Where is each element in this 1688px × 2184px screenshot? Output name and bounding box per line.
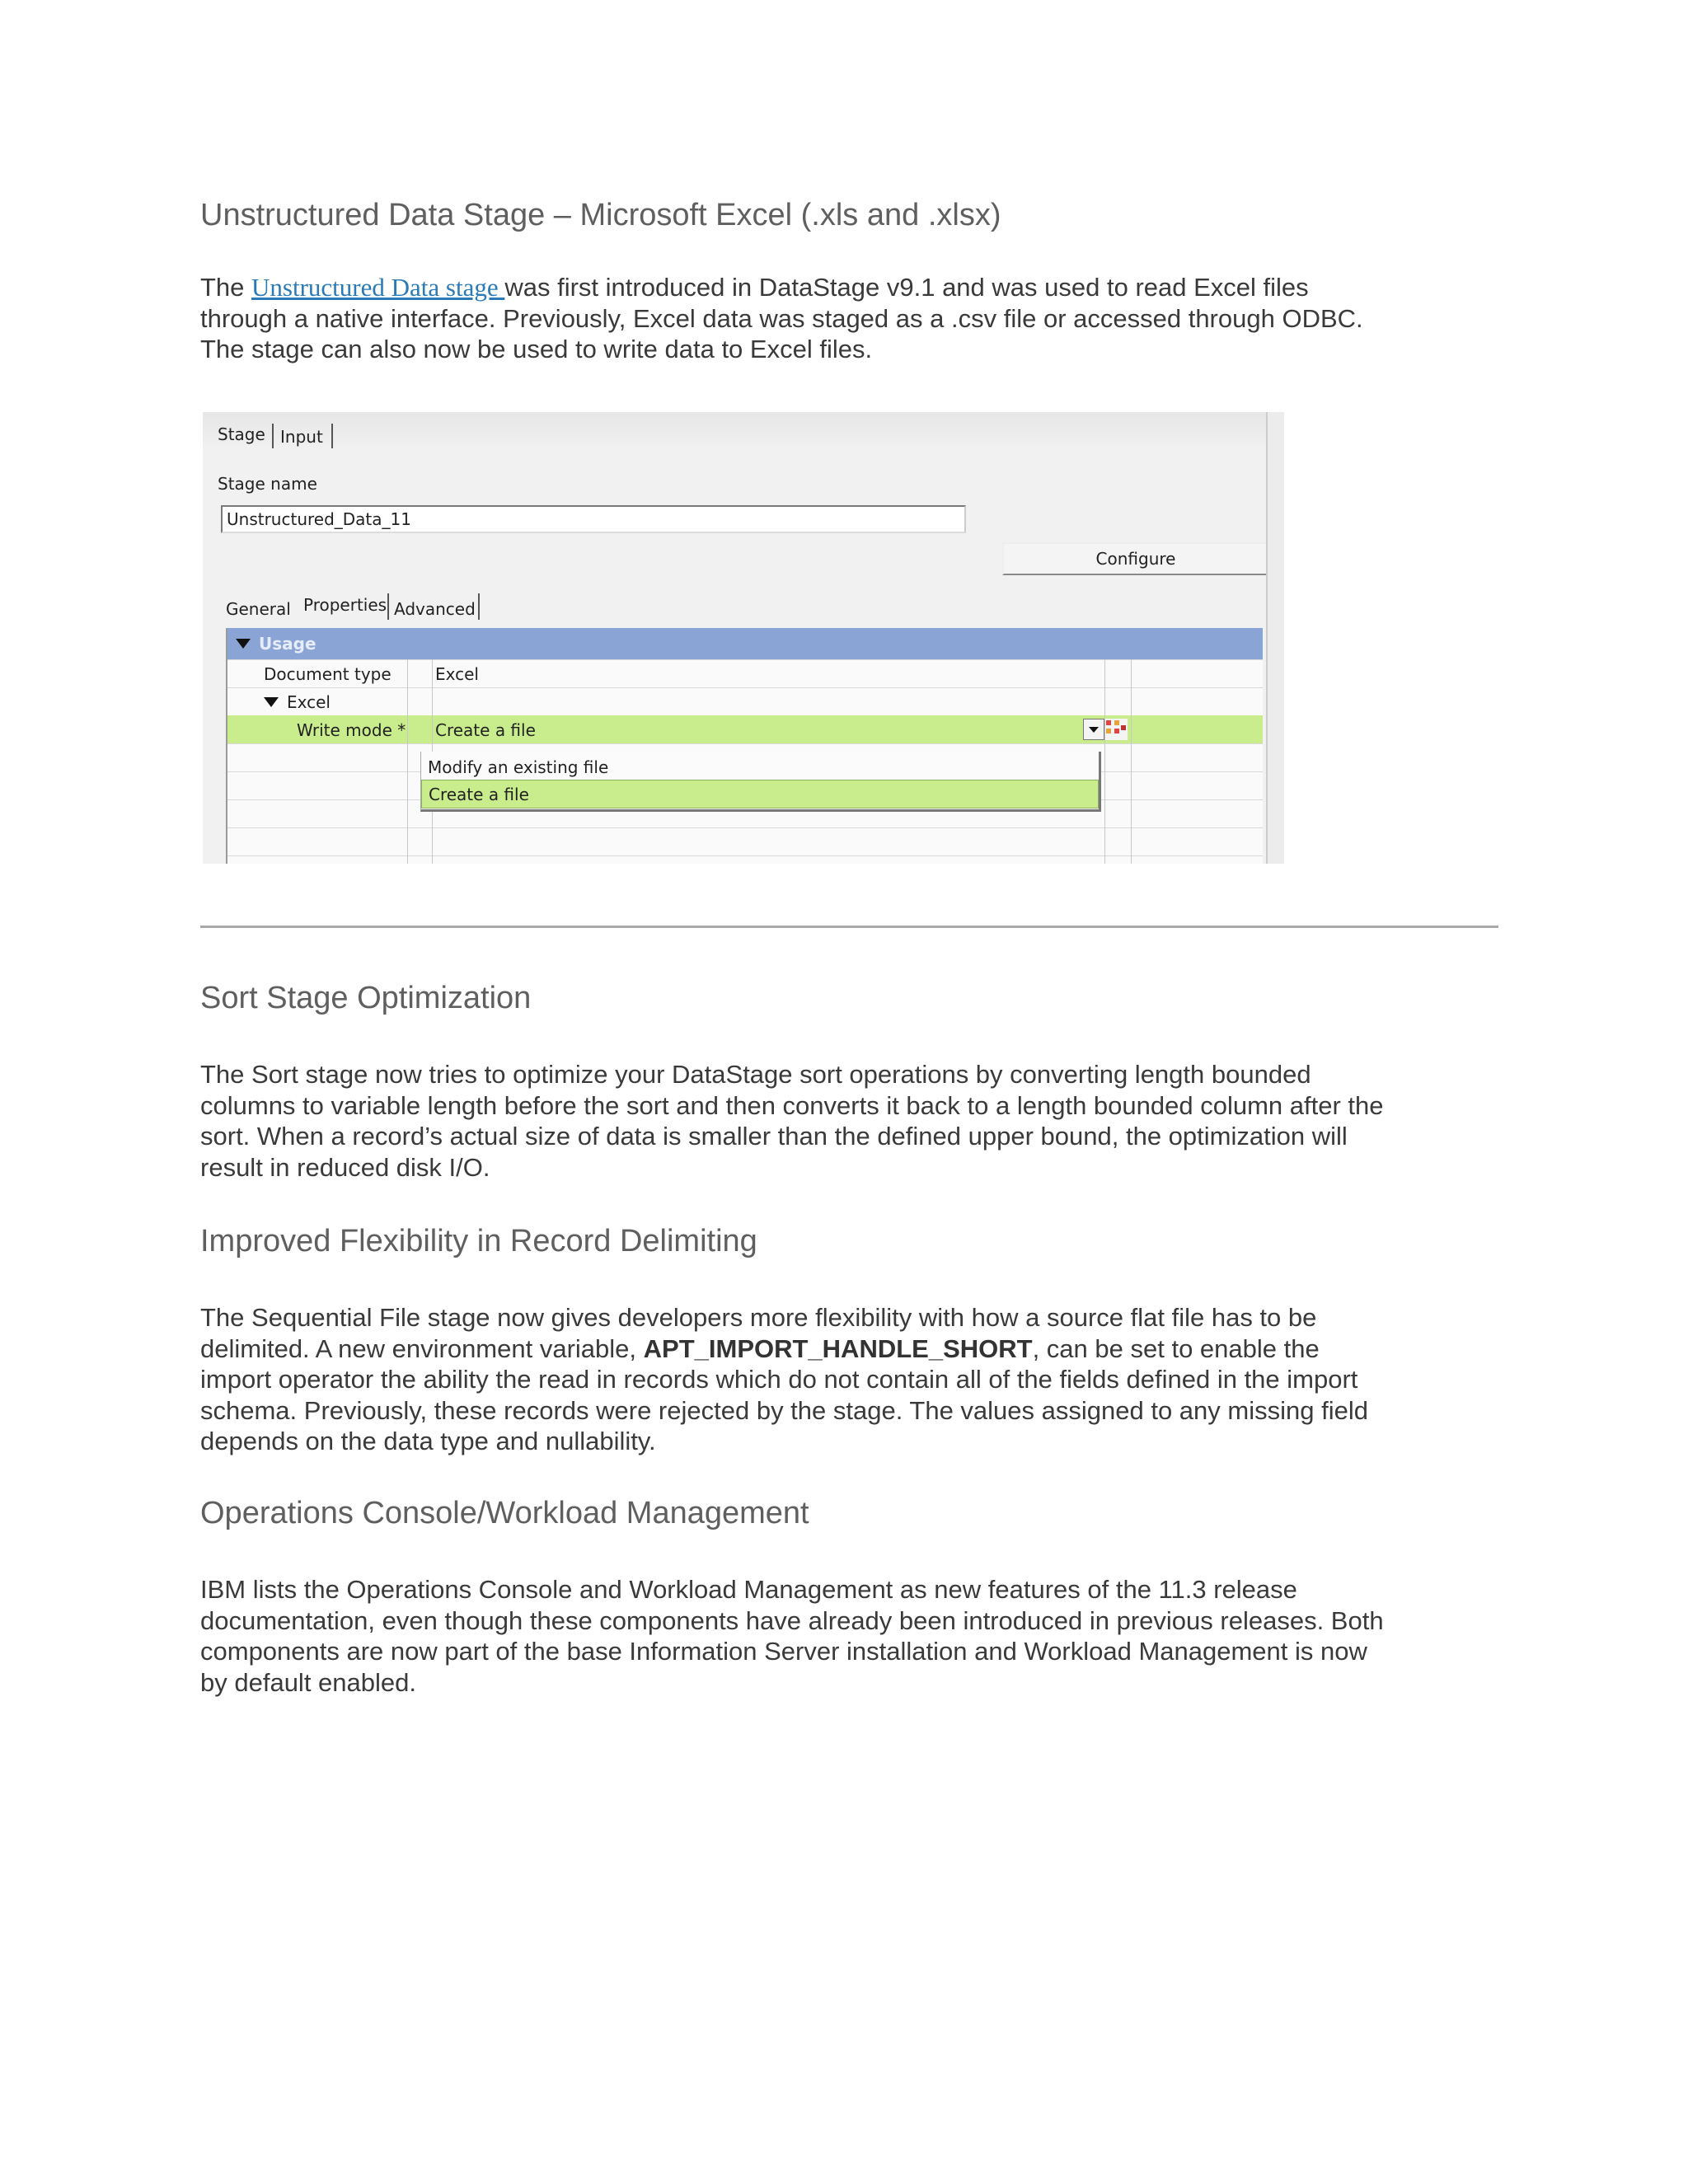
stage-name-input[interactable]: Unstructured_Data_11	[221, 505, 966, 533]
tab-stage[interactable]: Stage	[218, 424, 265, 444]
collapse-triangle-icon[interactable]	[236, 639, 251, 649]
properties-grid	[226, 628, 1263, 864]
property-row-write-mode[interactable]: Write mode * Create a file	[227, 715, 1263, 744]
section-heading-record-delimiting: Improved Flexibility in Record Delimiting	[200, 1224, 757, 1258]
section-heading-operations-console: Operations Console/Workload Management	[200, 1496, 809, 1530]
error-flag-icon[interactable]	[1104, 719, 1128, 740]
record-delimiting-paragraph: The Sequential File stage now gives developers more flexibility with how a source flat file has to be delimited. A new environment variable, APT_IMPORT_HANDLE_SHORT, can be set to enable the import operator the ability the read in records which do not contain all of the fields defined in the import schema. Previously, these records were rejected by the stage. The values assigned to any missing field depends on the data type and nullability.	[200, 1303, 1368, 1455]
property-row-excel[interactable]: Excel	[227, 687, 1263, 716]
horizontal-divider	[200, 926, 1498, 928]
unstructured-data-stage-link[interactable]: Unstructured Data stage	[251, 273, 505, 302]
tab-input[interactable]: Input	[280, 427, 323, 447]
expand-triangle-icon[interactable]	[264, 697, 279, 707]
tab-advanced[interactable]: Advanced	[394, 599, 476, 619]
tab-properties[interactable]: Properties	[303, 595, 387, 615]
usage-group-row[interactable]: Usage	[227, 628, 1263, 660]
stage-dialog-screenshot	[203, 412, 1284, 864]
dropdown-arrow-icon[interactable]	[1083, 719, 1104, 740]
operations-console-paragraph: IBM lists the Operations Console and Workload Management as new features of the 11.3 release documentation, even though these components have already been introduced in previous releases. Both components are now part of the base Information Server installation and Workload Management is now by default enabled.	[200, 1575, 1384, 1697]
stage-name-label: Stage name	[218, 474, 317, 494]
section-heading-sort-stage: Sort Stage Optimization	[200, 981, 532, 1015]
sort-stage-paragraph: The Sort stage now tries to optimize your DataStage sort operations by converting length bounded columns to variable length before the sort and then converts it back to a length bounded column after the sort. When a record’s actual size of data is smaller than the defined upper bound, the optimization will result in reduced disk I/O.	[200, 1060, 1384, 1182]
write-mode-dropdown-list	[420, 752, 1101, 812]
option-create-a-file[interactable]: Create a file	[421, 780, 1099, 808]
configure-button[interactable]: Configure	[1002, 542, 1269, 575]
env-variable-name: APT_IMPORT_HANDLE_SHORT	[643, 1333, 1033, 1363]
unstructured-paragraph: The Unstructured Data stage was first introduced in DataStage v9.1 and was used to read Excel files through a native interface. Previously, Excel data was staged as a .csv file or accessed through ODBC. The stage can also now be used to write data to Excel files.	[200, 273, 1363, 363]
tab-general[interactable]: General	[226, 599, 291, 619]
section-heading-unstructured: Unstructured Data Stage – Microsoft Excel (.xls and .xlsx)	[200, 198, 1001, 232]
option-modify-existing-file[interactable]: Modify an existing file	[428, 757, 609, 777]
property-row-document-type[interactable]: Document type Excel	[227, 659, 1263, 688]
